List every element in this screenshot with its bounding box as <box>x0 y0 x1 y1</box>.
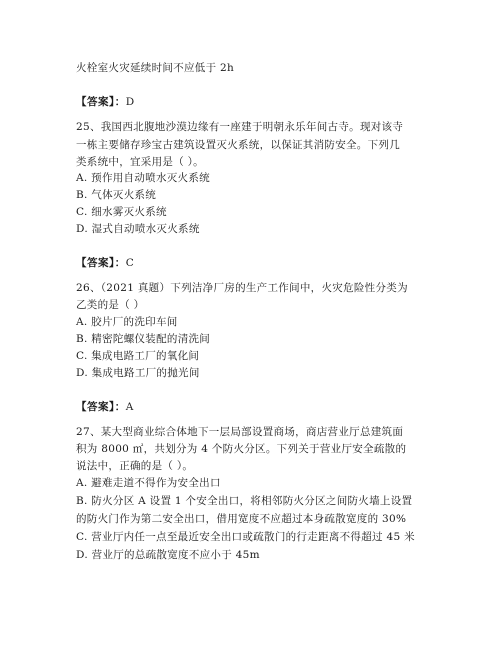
question-26-option-a: A. 胶片厂的洗印车间 <box>76 316 178 328</box>
question-27-line-3: 说法中，正确的是（ ）。 <box>76 460 194 472</box>
question-26-option-b: B. 精密陀螺仪装配的清洗间 <box>76 333 211 345</box>
answer-value: D <box>125 96 135 108</box>
question-27-option-b: B. 防火分区 A 设置 1 个安全出口，将相邻防火分区之间防火墙上设置 <box>76 495 413 507</box>
question-25-option-d: D. 湿式自动喷水灭火系统 <box>76 223 200 235</box>
answer-value: C <box>125 257 135 269</box>
answer-25 <box>76 256 134 270</box>
answer-label: 【答案】： <box>76 257 126 269</box>
answer-label: 【答案】： <box>76 96 126 108</box>
question-27-option-c: C. 营业厅内任一点至最近安全出口或疏散门的行走距离不得超过 45 米 <box>76 531 415 543</box>
question-26-line-1: 26、（2021 真题）下列洁净厂房的生产工作间中，火灾危险性分类为 <box>76 282 408 294</box>
question-26-line-2: 乙类的是（ ） <box>76 299 145 311</box>
question-27-option-a: A. 避难走道不得作为安全出口 <box>76 477 221 489</box>
question-25-line-3: 类系统中，宜采用是（ ）。 <box>76 156 204 168</box>
question-26-option-d: D. 集成电路工厂的抛光间 <box>76 367 200 379</box>
question-25-line-1: 25、我国西北腹地沙漠边缘有一座建于明朝永乐年间古寺。现对该寺 <box>76 121 404 133</box>
answer-24 <box>76 95 135 109</box>
question-25-option-b: B. 气体灭火系统 <box>76 189 157 201</box>
answer-26 <box>76 400 134 414</box>
question-25-option-c: C. 细水雾灭火系统 <box>76 206 167 218</box>
question-27-option-b-cont: 的防火门作为第二安全出口，借用宽度不应超过本身疏散宽度的 30% <box>76 513 407 525</box>
question-27-line-1: 27、某大型商业综合体地下一层局部设置商场，商店营业厅总建筑面 <box>76 426 404 438</box>
question-25-line-2: 一栋主要储存珍宝古建筑设置灭火系统，以保证其消防安全。下列几 <box>76 139 400 151</box>
question-26-option-c: C. 集成电路工厂的氧化间 <box>76 350 200 362</box>
answer-value: A <box>125 401 134 413</box>
intro-text: 火栓室火灾延续时间不应低于 2h <box>76 62 235 74</box>
question-27-line-2: 积为 8000 ㎡，共划分为 4 个防火分区。下列关于营业厅安全疏散的 <box>76 443 407 455</box>
question-25-option-a: A. 预作用自动喷水灭火系统 <box>76 172 210 184</box>
question-27-option-d: D. 营业厅的总疏散宽度不应小于 45m <box>76 549 260 561</box>
answer-label: 【答案】： <box>76 401 126 413</box>
